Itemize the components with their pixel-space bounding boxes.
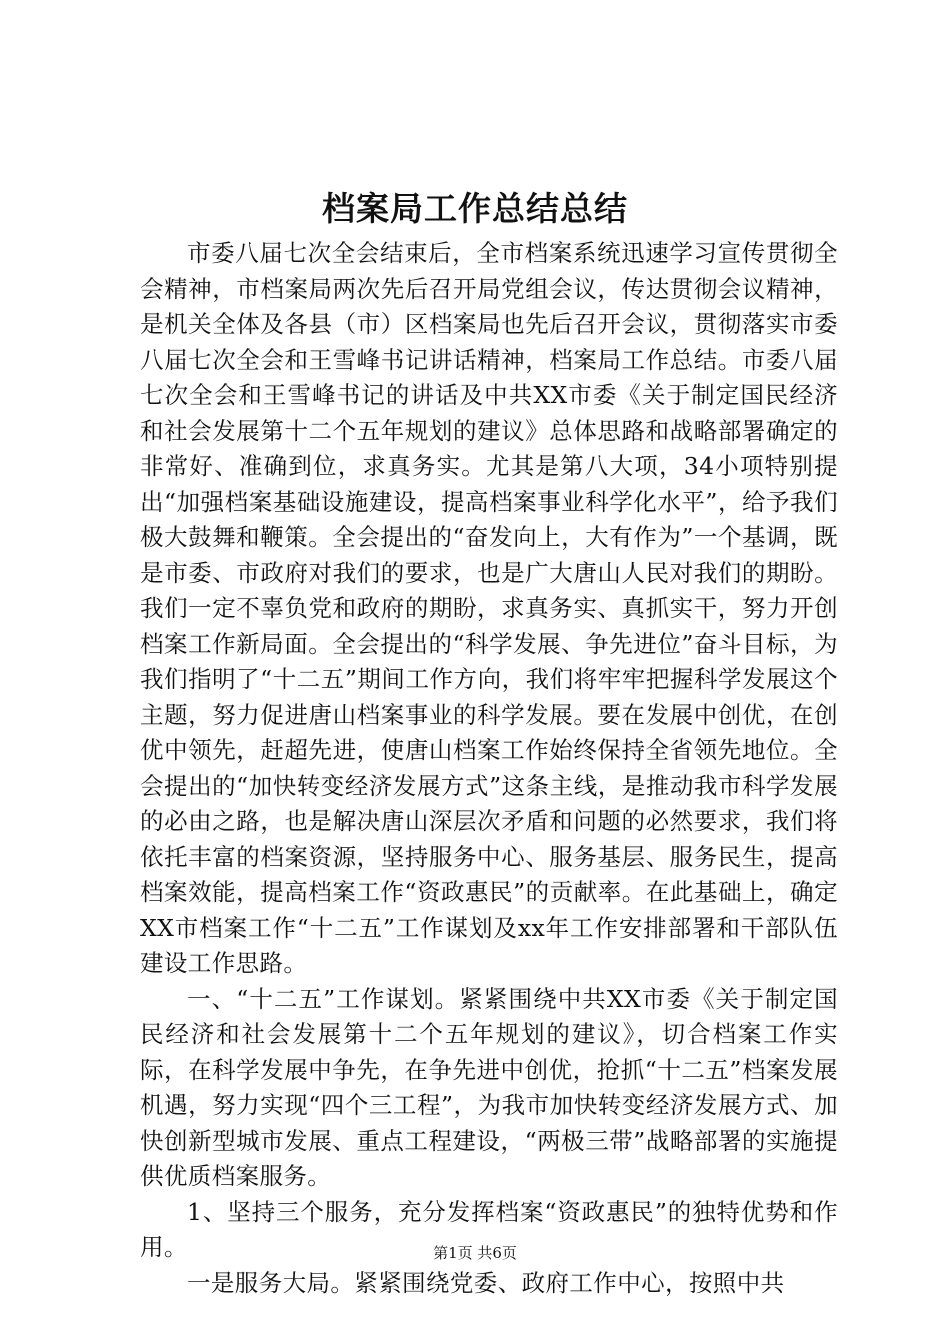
paragraph-section-one: 一、“十二五”工作谋划。紧紧围绕中共XX市委《关于制定国民经济和社会发展第十二个五年规划的建议》，切合档案工作实际，在科学发展中争先，在争先进中创优，抢抓“十二五”档案发展机遇，努力实现“四个三工程”，为我市加快转变经济发展方式、加快创新型城市发展、重点工程建设，“两极三带”战略部署的实施提供优质档案服务。 [140, 984, 838, 1190]
paragraph-item-one: 1、坚持三个服务，充分发挥档案“资政惠民”的独特优势和作用。 [140, 1197, 838, 1261]
paragraph-intro: 市委八届七次全会结束后，全市档案系统迅速学习宣传贯彻全会精神，市档案局两次先后召开局党组会议，传达贯彻会议精神，是机关全体及各县（市）区档案局也先后召开会议，贯彻落实市委八届七次全会和王雪峰书记讲话精神，档案局工作总结。市委八届七次全会和王雪峰书记的讲话及中共XX市委《关于制定国民经济和社会发展第十二个五年规划的建议》总体思路和战略部署确定的非常好、准确到位，求真务实。尤其是第八大项，34小项特别提出“加强档案基础设施建设，提高档案事业科学化水平”，给予我们极大鼓舞和鞭策。全会提出的“奋发向上，大有作为”一个基调，既是市委、市政府对我们的要求，也是广大唐山人民对我们的期盼。我们一定不辜负党和政府的期盼，求真务实、真抓实干，努力开创档案工作新局面。全会提出的“科学发展、争先进位”奋斗目标，为我们指明了“十二五”期间工作方向，我们将牢牢把握科学发展这个主题，努力促进唐山档案事业的科学发展。要在发展中创优，在创优中领先，赶超先进，使唐山档案工作始终保持全省领先地位。全会提出的“加快转变经济发展方式”这条主线，是推动我市科学发展的必由之路，也是解决唐山深层次矛盾和问题的必然要求，我们将依托丰富的档案资源，坚持服务中心、服务基层、服务民生，提高档案效能，提高档案工作“资政惠民”的贡献率。在此基础上，确定XX市档案工作“十二五”工作谋划及xx年工作安排部署和干部队伍建设工作思路。 [140, 239, 838, 977]
paragraph-sub-item: 一是服务大局。紧紧围绕党委、政府工作中心，按照中共 [187, 1268, 785, 1297]
page-indicator: 第1页 共6页 [433, 1244, 517, 1262]
document-body [140, 236, 838, 1301]
document-title: 档案局工作总结总结 [322, 189, 628, 228]
